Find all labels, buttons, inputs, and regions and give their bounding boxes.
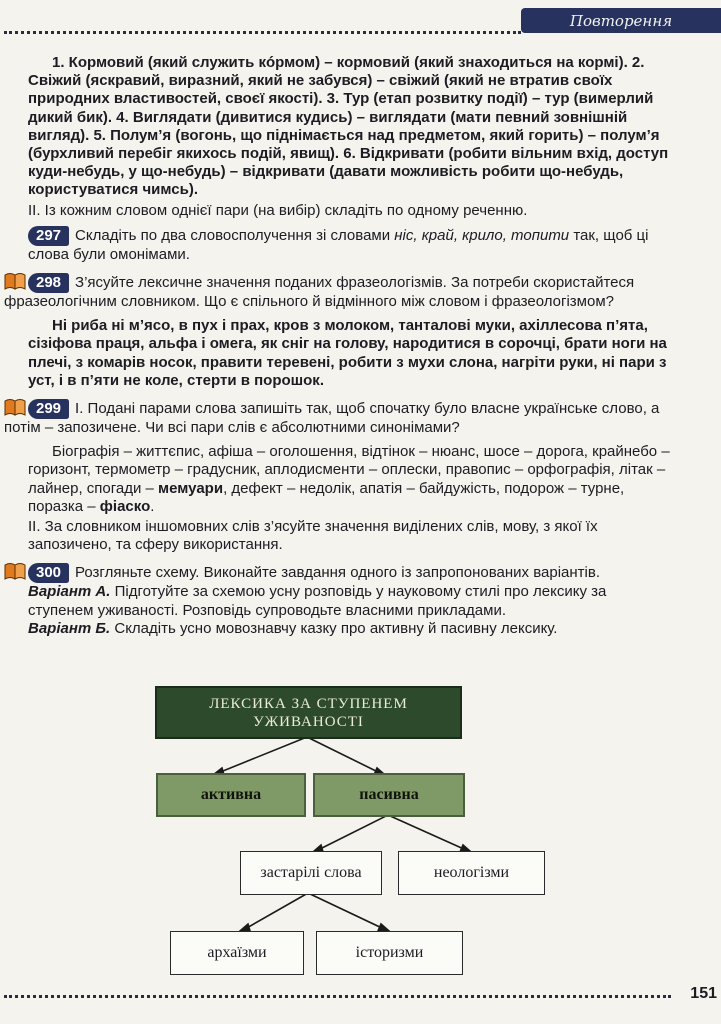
variant-b (28, 620, 670, 638)
diagram-archaic: застарілі слова (240, 851, 382, 895)
pairs-b: , дефект – недолік, апатія – байдужість, подорож – турне, поразка – (28, 479, 625, 515)
exercise-298 (4, 272, 670, 311)
diagram-active: активна (156, 773, 306, 817)
diagram-passive: пасивна (313, 773, 465, 817)
bottom-divider (4, 995, 671, 998)
exercise-number-badge: 300 (28, 563, 69, 583)
book-icon (4, 398, 26, 416)
exercise-297 (28, 226, 670, 264)
section-title: Повторення (569, 11, 673, 30)
exercise-number-badge: 297 (28, 226, 69, 246)
exercise-297-text-b: так, щоб ці слова були омонімами. (28, 226, 649, 263)
page-content (4, 54, 670, 638)
exercise-298-task: З’ясуйте лексичне значення поданих фразеологізмів. За потреби скористайтеся фразеологічним словником. Що є спільного й відмінного між словом і фразеологізмом? (4, 274, 635, 311)
answers-text: 1. Кормовий (який служить кóрмом) – кормовий (який знаходиться на кормі). 2. Свіжий (яскравий, виразний, який не забувся) – свіжий (який не втратив своїх природних властивостей, своєї якості). 3. Тур (етап розвитку події) – тур (вимерлий дикий бик). 4. Виглядати (дивитися кудись) – виглядати (мати певний зовнішній вигляд). 5. Полум’я (вогонь, що піднімається над предметом, який горить) – полум’я (бурхливий перебіг якихось подій, явищ). 6. Відкривати (робити вільним вхід, доступ куди-небудь, у що-небудь) – відкривати (давати можливість робити що-небудь, користуватися чимсь). (28, 54, 669, 199)
exercise-number-badge: 299 (28, 399, 69, 419)
variant-b-text: Складіть усно мовознавчу казку про активну й пасивну лексику. (110, 619, 558, 637)
exercise-300 (28, 562, 670, 583)
variant-a (28, 583, 670, 619)
top-divider (4, 31, 521, 34)
variant-a-label: Варіант А. (28, 583, 111, 601)
page-number: 151 (690, 985, 717, 1002)
exercise-299 (4, 398, 670, 437)
diagram-archaisms: архаїзми (170, 931, 304, 975)
pairs-c: . (150, 497, 155, 515)
exercise-300-task: Розгляньте схему. Виконайте завдання одного із запропонованих варіантів. (75, 564, 601, 582)
variant-a-text: Підготуйте за схемою усну розповідь у науковому стилі про лексику за ступенем уживаності. Розповідь супроводьте власними прикладами. (28, 583, 607, 619)
exercise-299-pairs (28, 443, 670, 516)
book-icon (4, 562, 26, 580)
exercise-297-text-a: Складіть по два словосполучення зі словами (75, 226, 395, 244)
pairs-highlight-2: фіаско (99, 497, 151, 515)
diagram-neologisms: неологізми (398, 851, 545, 895)
exercise-number-badge: 298 (28, 273, 69, 293)
exercise-299-task2: ІІ. За словником іншомовних слів з’ясуйте значення виділених слів, мову, з якої їх запозичено, та сферу використання. (28, 518, 598, 554)
exercise-297-words: ніс, край, крило, топити (394, 226, 570, 244)
pairs-a: Біографія – життєпис, афіша – оголошення, відтінок – нюанс, шосе – дорога, крайнебо – горизонт, термометр – градусник, аплодисменти – оплески, правопис – орфографія, літак – лайнер, спогади – (28, 443, 670, 497)
diagram-historisms: історизми (316, 931, 463, 975)
answers-task2: ІІ. Із кожним словом однієї пари (на вибір) складіть по одному реченню. (28, 201, 528, 219)
exercise-298-phrases: Ні риба ні м’ясо, в пух і прах, кров з молоком, танталові муки, ахіллесова п’ята, сізіфова праця, альфа і омега, як сніг на голову, народитися в сорочці, брати ноги на плечі, з комарів носок, правити теревені, робити з мухи слона, нагріти руки, ні пари з уст, і в п’яти не коле, стерти в порошок. (28, 317, 667, 389)
section-tab (521, 8, 721, 33)
pairs-highlight-1: мемуари (158, 479, 224, 497)
variant-b-label: Варіант Б. (28, 619, 111, 637)
book-icon (4, 272, 26, 290)
exercise-299-task: І. Подані парами слова запишіть так, щоб спочатку було власне українське слово, а потім – запозичене. Чи всі пари слів є абсолютними синонімами? (4, 400, 660, 437)
diagram-title: ЛЕКСИКА ЗА СТУПЕНЕМ УЖИВАНОСТІ (155, 686, 462, 739)
